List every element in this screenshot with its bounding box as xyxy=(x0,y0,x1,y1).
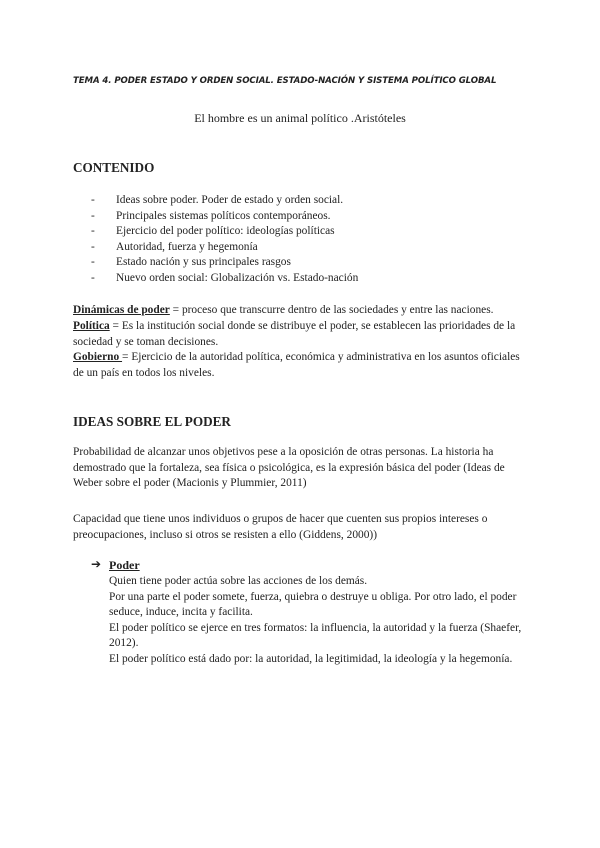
document-title: TEMA 4. PODER ESTADO Y ORDEN SOCIAL. ESTADO-NACIÓN Y SISTEMA POLÍTICO GLOBAL xyxy=(73,76,497,86)
ideas-heading: IDEAS SOBRE EL PODER xyxy=(73,414,231,429)
list-item: - Principales sistemas políticos contemporáneos. xyxy=(91,209,331,222)
list-item: - Estado nación y sus principales rasgos xyxy=(91,256,291,269)
contenido-heading: CONTENIDO xyxy=(73,160,155,175)
list-item: - Ideas sobre poder. Poder de estado y orden social. xyxy=(91,194,344,206)
list-item: - Autoridad, fuerza y hegemonía xyxy=(91,240,258,253)
poder-line: Quien tiene poder actúa sobre las acciones de los demás. xyxy=(109,575,368,587)
list-item: - Nuevo orden social: Globalización vs. Estado-nación xyxy=(91,271,359,284)
epigraph-quote: El hombre es un animal político .Aristóteles xyxy=(194,111,406,125)
poder-line: El poder político se ejerce en tres formatos: la influencia, la autoridad y la fuerza (Shaefer, 2012). xyxy=(109,621,522,650)
contenido-list xyxy=(91,193,358,287)
definition-term: Gobierno xyxy=(73,351,123,363)
definition-text: = Ejercicio de la autoridad política, económica y administrativa en los asuntos oficiales de un país en todos los niveles. xyxy=(73,351,520,379)
ideas-paragraph-1: Probabilidad de alcanzar unos objetivos pese a la oposición de otras personas. La historia ha demostrado que la fortaleza, sea física o psicológica, es la expresión básica del poder (Ideas de Weber sobre el poder (Macionis y Plummier, 2011) xyxy=(73,446,505,490)
ideas-paragraph-2: Capacidad que tiene unos individuos o grupos de hacer que cuenten sus propios intereses o preocupaciones, incluso si otros se resisten a ello (Giddens, 2000)) xyxy=(73,513,488,541)
poder-line: El poder político está dado por: la autoridad, la legitimidad, la ideología y la hegemonía. xyxy=(109,652,513,665)
definition-politica xyxy=(73,319,533,350)
arrow-bullet-icon: ➔ xyxy=(91,557,102,571)
definition-term: Dinámicas de poder xyxy=(73,304,170,316)
list-item: - Ejercicio del poder político: ideologías políticas xyxy=(91,225,335,238)
definition-text: = proceso que transcurre dentro de las sociedades y entre las naciones. xyxy=(169,304,494,316)
definition-dinamicas xyxy=(73,303,543,319)
definition-gobierno xyxy=(73,350,533,381)
poder-body xyxy=(109,574,539,668)
poder-line: Por una parte el poder somete, fuerza, quiebra o destruye u obliga. Por otro lado, el poder seduce, induce, incita y facilita. xyxy=(109,590,517,619)
poder-heading: Poder xyxy=(109,558,140,572)
definition-text: = Es la institución social donde se distribuye el poder, se establecen las prioridades de la sociedad y se toman decisiones. xyxy=(73,320,516,348)
definition-term: Política xyxy=(73,320,110,332)
